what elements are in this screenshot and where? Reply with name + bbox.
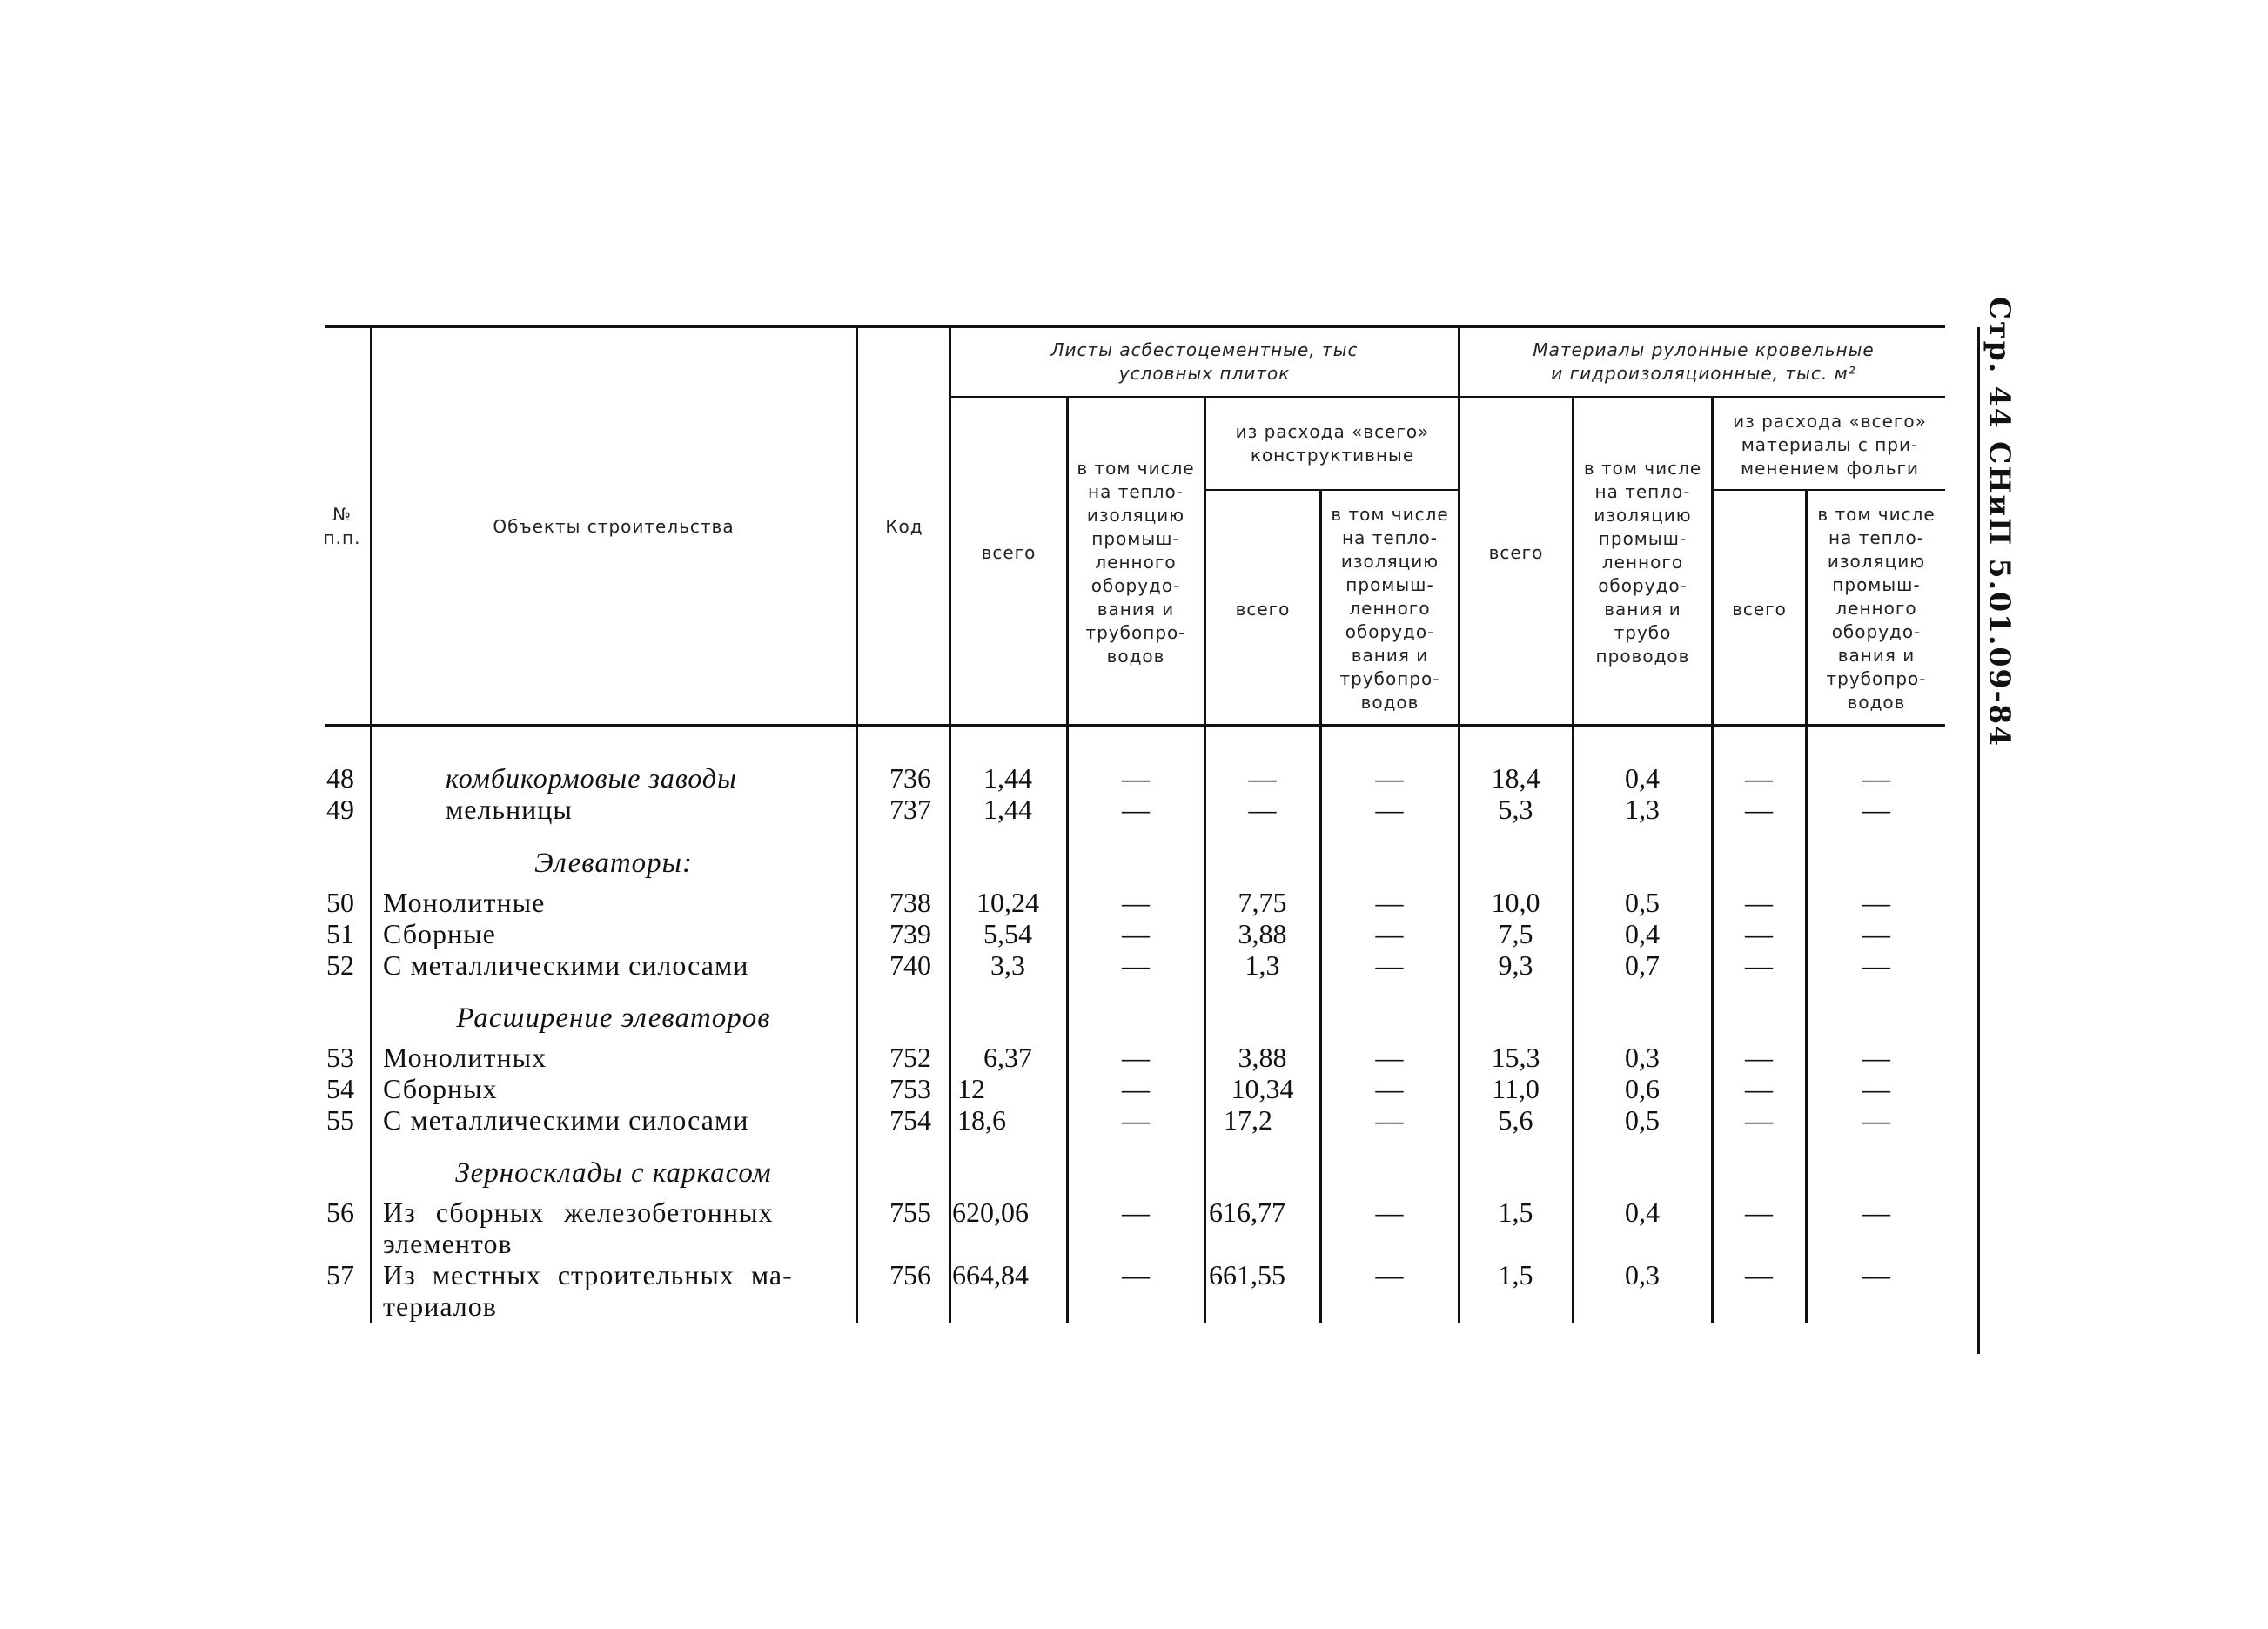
foil-subheader-rule [1713,489,1945,491]
row-52-num: 52 [326,949,354,981]
row-57-code: 756 [889,1258,931,1290]
row-51-c5: 7,5 [1498,917,1533,949]
row-49-c7: — [1745,793,1773,825]
row-48-c4: — [1375,761,1404,794]
row-55-code: 754 [889,1103,931,1136]
col-divider-objects [856,327,858,1323]
col-divider-g2-insul [1711,397,1714,1323]
row-53-c8: — [1862,1041,1890,1073]
row-49-num: 49 [326,793,354,825]
row-51-c2: — [1122,917,1150,949]
header-g2-insul: в том числе на тепло- изоляцию промыш- ленного оборудо- вания и трубо проводов [1583,457,1702,667]
row-54-c6: 0,6 [1625,1072,1660,1104]
row-53-c5: 15,3 [1491,1041,1540,1073]
section-heading-elevators: Элеваторы: [533,847,693,879]
header-bottom-rule [325,724,1945,727]
struct-subheader-rule [1204,489,1459,491]
row-57-c6: 0,3 [1625,1258,1660,1290]
col-divider-g1-insul [1204,397,1206,1323]
row-55-c2: — [1122,1103,1150,1136]
row-56-c1: 620,06 [952,1196,1029,1228]
row-51-c7: — [1745,917,1773,949]
row-54-c5: 11,0 [1492,1072,1540,1104]
row-56-name-cont: элементов [383,1227,513,1259]
row-51-code: 739 [889,917,931,949]
row-50-c7: — [1745,886,1773,918]
header-g2-foil: из расхода «всего» материалы с при- менением фольги [1733,410,1927,479]
row-52-c5: 9,3 [1498,949,1533,981]
row-48-name: комбикормовые заводы [446,761,737,794]
row-49-c8: — [1862,793,1890,825]
row-54-c1: 12 [957,1072,985,1104]
row-48-c6: 0,4 [1625,761,1660,794]
row-55-c7: — [1745,1103,1773,1136]
row-51-c6: 0,4 [1625,917,1660,949]
section-heading-granaries: Зерносклады с каркасом [455,1156,772,1189]
row-51-num: 51 [326,917,354,949]
row-50-c5: 10,0 [1491,886,1540,918]
row-52-c4: — [1375,949,1404,981]
row-50-c1: 10,24 [976,886,1039,918]
row-54-num: 54 [326,1072,354,1104]
row-48-c2: — [1122,761,1150,794]
row-52-c6: 0,7 [1625,949,1660,981]
row-49-name: мельницы [446,793,573,825]
page-number-text: Стр. 44 СНиП 5.01.09-84 [1983,296,2017,748]
section-heading-elevator-ext: Расширение элеваторов [456,1002,771,1034]
row-56-c2: — [1122,1196,1150,1228]
header-g2-foil-insul: в том числе на тепло- изоляцию промыш- ленного оборудо- вания и трубопро- водов [1817,503,1936,713]
row-53-c7: — [1745,1041,1773,1073]
row-53-c6: 0,3 [1625,1041,1660,1073]
row-52-name: С металлическими силосами [383,949,749,981]
row-52-c8: — [1862,949,1890,981]
header-g1-struct: из расхода «всего» конструктивные [1235,421,1430,466]
row-53-num: 53 [326,1041,354,1073]
row-56-c3: 616,77 [1209,1196,1285,1228]
row-48-c3: — [1248,761,1277,794]
header-g1-total: всего [981,541,1037,563]
row-54-c2: — [1122,1072,1150,1104]
row-53-c1: 6,37 [983,1041,1032,1073]
row-53-name: Монолитных [383,1041,547,1073]
row-50-c4: — [1375,886,1404,918]
row-53-c2: — [1122,1041,1150,1073]
row-49-c1: 1,44 [983,793,1032,825]
header-group2: Материалы рулонные кровельные и гидроизоляционные, тыс. м² [1533,339,1875,384]
row-50-num: 50 [326,886,354,918]
row-50-c8: — [1862,886,1890,918]
row-53-c3: 3,88 [1238,1041,1287,1073]
header-g1-insul: в том числе на тепло- изоляцию промыш- ленного оборудо- вания и трубопро- водов [1077,457,1195,667]
row-48-code: 736 [889,761,931,794]
row-57-name-cont: териалов [383,1290,497,1322]
row-50-c6: 0,5 [1625,886,1660,918]
header-g2-total: всего [1488,541,1544,563]
header-code: Код [885,515,923,537]
row-56-c7: — [1745,1196,1773,1228]
row-51-c3: 3,88 [1238,917,1287,949]
row-57-name: Из местных строительных ма- [383,1258,793,1290]
row-57-c3: 661,55 [1209,1258,1285,1290]
row-55-c6: 0,5 [1625,1103,1660,1136]
row-51-c4: — [1375,917,1404,949]
header-g1-struct-insul: в том числе на тепло- изоляцию промыш- ленного оборудо- вания и трубопро- водов [1331,503,1449,713]
row-54-c7: — [1745,1072,1773,1104]
header-g1-struct-total: всего [1235,598,1291,620]
row-48-c1: 1,44 [983,761,1032,794]
row-52-c2: — [1122,949,1150,981]
row-53-code: 752 [889,1041,931,1073]
row-57-c8: — [1862,1258,1890,1290]
row-48-c5: 18,4 [1491,761,1540,794]
row-56-c5: 1,5 [1498,1196,1533,1228]
page-number-label [1974,296,2026,748]
col-divider-g2-total [1572,397,1574,1323]
row-50-name: Монолитные [383,886,546,918]
row-49-c5: 5,3 [1498,793,1533,825]
table-top-rule [325,325,1945,328]
row-50-code: 738 [889,886,931,918]
row-56-c4: — [1375,1196,1404,1228]
row-56-code: 755 [889,1196,931,1228]
row-57-c4: — [1375,1258,1404,1290]
col-divider-g1-total [1066,397,1069,1323]
row-49-c2: — [1122,793,1150,825]
row-56-c6: 0,4 [1625,1196,1660,1228]
row-54-c3: 10,34 [1231,1072,1294,1104]
row-49-c3: — [1248,793,1277,825]
row-55-num: 55 [326,1103,354,1136]
row-51-name: Сборные [383,917,496,949]
row-55-c1: 18,6 [957,1103,1006,1136]
row-51-c1: 5,54 [983,917,1032,949]
row-57-c1: 664,84 [952,1258,1029,1290]
row-52-c1: 3,3 [990,949,1025,981]
row-54-c4: — [1375,1072,1404,1104]
row-49-c4: — [1375,793,1404,825]
row-50-c2: — [1122,886,1150,918]
row-55-c4: — [1375,1103,1404,1136]
group-header-rule [949,396,1945,398]
row-55-name: С металлическими силосами [383,1103,749,1136]
header-objects: Объекты строительства [493,515,735,537]
row-54-c8: — [1862,1072,1890,1104]
row-48-num: 48 [326,761,354,794]
row-55-c8: — [1862,1103,1890,1136]
row-53-c4: — [1375,1041,1404,1073]
row-54-code: 753 [889,1072,931,1104]
row-49-c6: 1,3 [1625,793,1660,825]
row-51-c8: — [1862,917,1890,949]
row-57-num: 57 [326,1258,354,1290]
col-divider-num [370,327,372,1323]
header-group1: Листы асбестоцементные, тыс условных плиток [1050,339,1359,384]
header-g2-foil-total: всего [1732,598,1787,620]
row-54-name: Сборных [383,1072,498,1104]
row-56-c8: — [1862,1196,1890,1228]
row-57-c7: — [1745,1258,1773,1290]
row-57-c2: — [1122,1258,1150,1290]
row-57-c5: 1,5 [1498,1258,1533,1290]
row-52-c7: — [1745,949,1773,981]
row-52-c3: 1,3 [1245,949,1280,981]
row-56-name: Из сборных железобетонных [383,1196,774,1228]
row-49-code: 737 [889,793,931,825]
row-48-c7: — [1745,761,1773,794]
row-55-c3: 17,2 [1224,1103,1272,1136]
row-50-c3: 7,75 [1238,886,1287,918]
header-num: № п.п. [323,504,361,548]
row-55-c5: 5,6 [1498,1103,1533,1136]
row-56-num: 56 [326,1196,354,1228]
row-48-c8: — [1862,761,1890,794]
row-52-code: 740 [889,949,931,981]
